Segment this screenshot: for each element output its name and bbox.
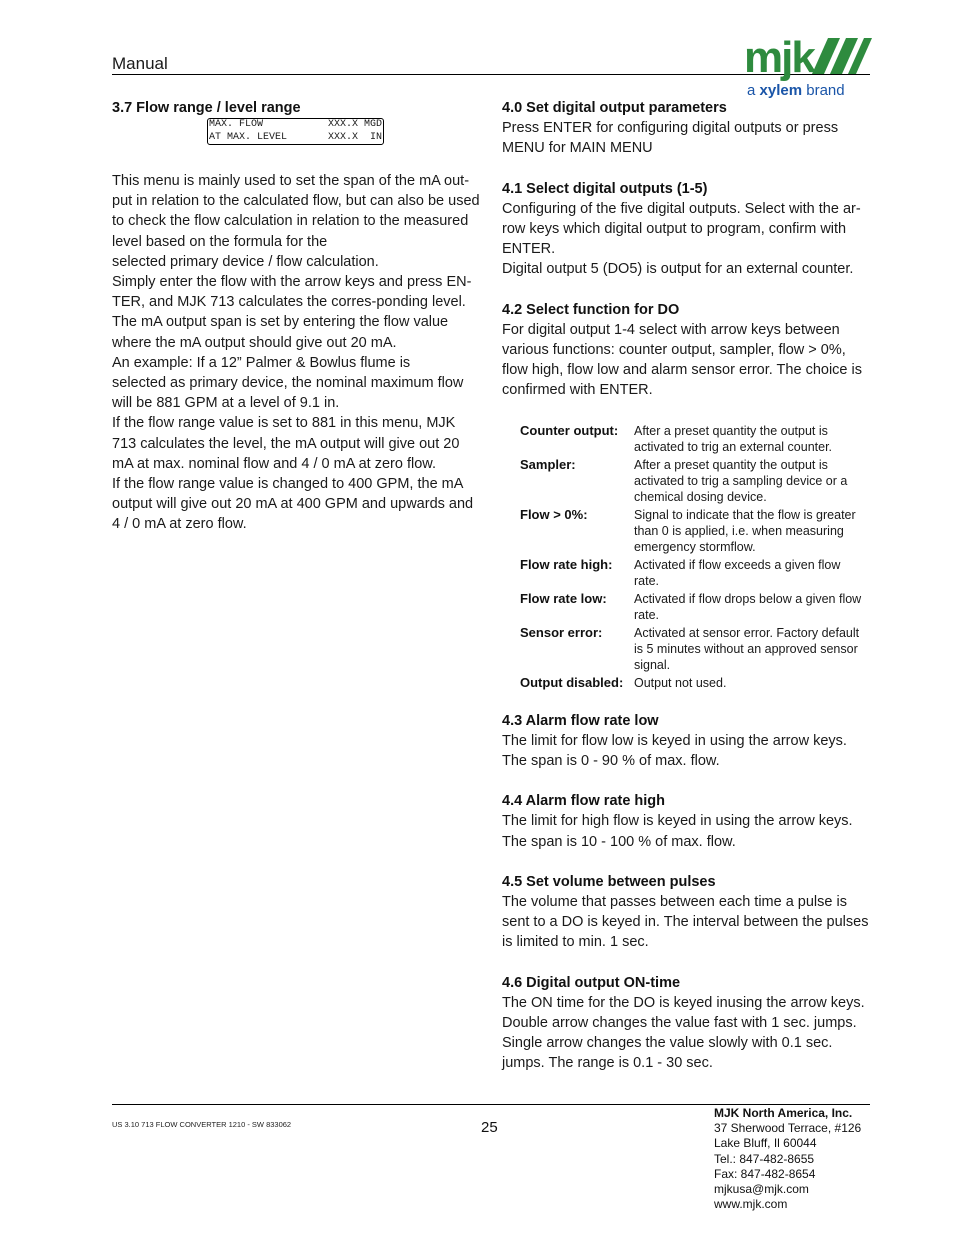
- section-heading: 4.2 Select function for DO: [502, 301, 680, 318]
- body-line: is limited to min. 1 sec.: [502, 934, 649, 951]
- body-line: MENU for MAIN MENU: [502, 140, 653, 157]
- lcd-text: AT MAX. LEVEL: [209, 131, 288, 143]
- brand-prefix: a: [747, 82, 760, 99]
- body-line: output will give out 20 mA at 400 GPM and upwards and: [112, 496, 474, 513]
- body-line: jumps. The range is 0.1 - 30 sec.: [502, 1055, 713, 1072]
- body-line: The span is 10 - 100 % of max. flow.: [502, 833, 736, 850]
- description-line: Signal to indicate that the flow is greater: [634, 507, 856, 522]
- body-line: Single arrow changes the value slowly with 0.1 sec.: [502, 1035, 833, 1052]
- lcd-row: [209, 119, 382, 132]
- body-line: Double arrow changes the value fast with 1 sec. jumps.: [502, 1015, 857, 1032]
- body-line: The mA output span is set by entering the flow value: [112, 314, 449, 331]
- function-name: Counter output:: [520, 422, 619, 438]
- body-line: row keys which digital output to program, confirm with: [502, 221, 847, 238]
- document-reference: US 3.10 713 FLOW CONVERTER 1210 - SW 833062: [112, 1120, 292, 1129]
- body-line: selected primary device / flow calculation.: [112, 253, 379, 270]
- description-line: rate.: [634, 607, 660, 622]
- section-heading: 4.5 Set volume between pulses: [502, 873, 716, 890]
- body-line: confirmed with ENTER.: [502, 382, 653, 399]
- function-description: [634, 457, 870, 505]
- function-row: [520, 557, 870, 589]
- body-line: 713 calculates the level, the mA output will give out 20: [112, 435, 460, 452]
- description-line: Activated if flow drops below a given flow: [634, 591, 862, 606]
- body-line: The limit for high flow is keyed in using the arrow keys.: [502, 813, 853, 830]
- function-row: [520, 457, 870, 505]
- section-4-3: [502, 711, 870, 772]
- section-heading: 4.6 Digital output ON-time: [502, 974, 681, 991]
- description-line: After a preset quantity the output is: [634, 457, 828, 472]
- description-line: Activated if flow exceeds a given flow: [634, 557, 841, 572]
- section-heading: 4.4 Alarm flow rate high: [502, 793, 666, 810]
- section-4-2: [502, 300, 870, 691]
- brand-tagline: [747, 82, 845, 99]
- body-line: ENTER.: [502, 241, 556, 258]
- function-description: [634, 423, 870, 455]
- body-line: sent to a DO is keyed in. The interval between the pulses: [502, 914, 869, 931]
- lcd-text: MAX. FLOW: [209, 119, 264, 130]
- description-line: Output not used.: [634, 675, 727, 690]
- description-line: is 5 minutes without an approved sensor: [634, 641, 858, 656]
- body-line: Simply enter the flow with the arrow keys and press EN-: [112, 274, 472, 291]
- body-line: mA at max. nominal flow and 4 / 0 mA at zero flow.: [112, 455, 436, 472]
- right-column: [502, 98, 870, 1094]
- function-description: [634, 557, 870, 589]
- function-description: [634, 675, 870, 691]
- description-line: signal.: [634, 657, 671, 672]
- description-line: than 0 is applied, i.e. when measuring: [634, 523, 844, 538]
- body-line: put in relation to the calculated flow, but can also be used: [112, 193, 480, 210]
- website-link[interactable]: www.mjk.com: [714, 1197, 788, 1212]
- description-line: emergency stormflow.: [634, 539, 756, 554]
- section-3-7: [112, 99, 482, 117]
- body-line: The ON time for the DO is keyed inusing the arrow keys.: [502, 994, 865, 1011]
- description-line: After a preset quantity the output is: [634, 423, 828, 438]
- brand-suffix: brand: [802, 82, 845, 99]
- section-heading: 4.0 Set digital output parameters: [502, 100, 727, 116]
- description-line: activated to trig an external counter.: [634, 439, 833, 454]
- email-link[interactable]: mjkusa@mjk.com: [714, 1182, 809, 1197]
- brand-name: xylem: [759, 82, 803, 99]
- section-body: [112, 171, 484, 535]
- address-line: Lake Bluff, Il 60044: [714, 1136, 817, 1151]
- section-4-6: [502, 973, 870, 1074]
- body-line: Configuring of the five digital outputs. Select with the ar-: [502, 200, 861, 217]
- lcd-value: XXX.X IN: [327, 131, 382, 143]
- lcd-display: [207, 118, 384, 145]
- body-line: If the flow range value is set to 881 in this menu, MJK: [112, 415, 456, 432]
- function-name: Sampler:: [520, 456, 576, 472]
- section-heading: 4.3 Alarm flow rate low: [502, 712, 659, 729]
- description-line: activated to trig a sampling device or a: [634, 473, 848, 488]
- body-line: various functions: counter output, sampler, flow > 0%,: [502, 342, 846, 359]
- lcd-row: [209, 132, 382, 145]
- function-name: Sensor error:: [520, 624, 603, 640]
- body-line: Press ENTER for configuring digital outputs or press: [502, 120, 839, 137]
- body-line: where the mA output should give out 20 mA.: [112, 334, 397, 351]
- function-row: [520, 675, 870, 691]
- function-name: Flow rate low:: [520, 590, 607, 606]
- lcd-value: XXX.X MGD: [327, 119, 382, 130]
- body-line: An example: If a 12” Palmer & Bowlus flume is: [112, 354, 411, 371]
- function-name: Flow rate high:: [520, 556, 613, 572]
- footer-divider: [112, 1104, 870, 1105]
- description-line: Activated at sensor error. Factory default: [634, 625, 860, 640]
- body-line: The volume that passes between each time a pulse is: [502, 894, 847, 911]
- function-row: [520, 507, 870, 555]
- body-line: will be 881 GPM at a level of 9.1 in.: [112, 395, 340, 412]
- description-line: chemical dosing device.: [634, 489, 767, 504]
- company-address: [714, 1106, 861, 1212]
- function-description: [634, 591, 870, 623]
- company-name: MJK North America, Inc.: [714, 1106, 853, 1120]
- function-row: [520, 591, 870, 623]
- function-description: [634, 507, 870, 555]
- phone-number: Tel.: 847-482-8655: [714, 1151, 815, 1166]
- body-line: to check the flow calculation in relation to the measured: [112, 213, 469, 230]
- function-row: [520, 625, 870, 673]
- logo-mark: mjk: [744, 33, 814, 82]
- fax-number: Fax: 847-482-8654: [714, 1166, 816, 1181]
- body-line: flow high, flow low and alarm sensor error. The choice is: [502, 362, 862, 379]
- body-line: This menu is mainly used to set the span of the mA out-: [112, 173, 470, 189]
- page-title: Manual: [112, 54, 168, 73]
- body-line: The span is 0 - 90 % of max. flow.: [502, 753, 720, 770]
- function-row: [520, 423, 870, 455]
- section-4-4: [502, 791, 870, 852]
- function-name: Output disabled:: [520, 674, 624, 690]
- function-description: [634, 625, 870, 673]
- section-heading: 3.7 Flow range / level range: [112, 100, 301, 116]
- body-line: selected as primary device, the nominal maximum flow: [112, 375, 464, 392]
- body-line: 4 / 0 mA at zero flow.: [112, 516, 247, 533]
- section-4-0: [502, 98, 870, 159]
- function-name: Flow > 0%:: [520, 506, 588, 522]
- body-line: If the flow range value is changed to 400 GPM, the mA: [112, 476, 464, 493]
- body-line: Digital output 5 (DO5) is output for an external counter.: [502, 261, 854, 278]
- body-line: For digital output 1-4 select with arrow keys between: [502, 321, 840, 338]
- body-line: TER, and MJK 713 calculates the corres-ponding level.: [112, 294, 466, 311]
- function-table: [520, 423, 870, 691]
- page-number: 25: [481, 1119, 498, 1136]
- section-heading: 4.1 Select digital outputs (1-5): [502, 180, 708, 197]
- section-4-1: [502, 179, 870, 280]
- address-line: 37 Sherwood Terrace, #126: [714, 1121, 862, 1136]
- body-line: level based on the formula for the: [112, 233, 328, 250]
- description-line: rate.: [634, 573, 660, 588]
- body-line: The limit for flow low is keyed in using the arrow keys.: [502, 732, 847, 749]
- section-4-5: [502, 872, 870, 953]
